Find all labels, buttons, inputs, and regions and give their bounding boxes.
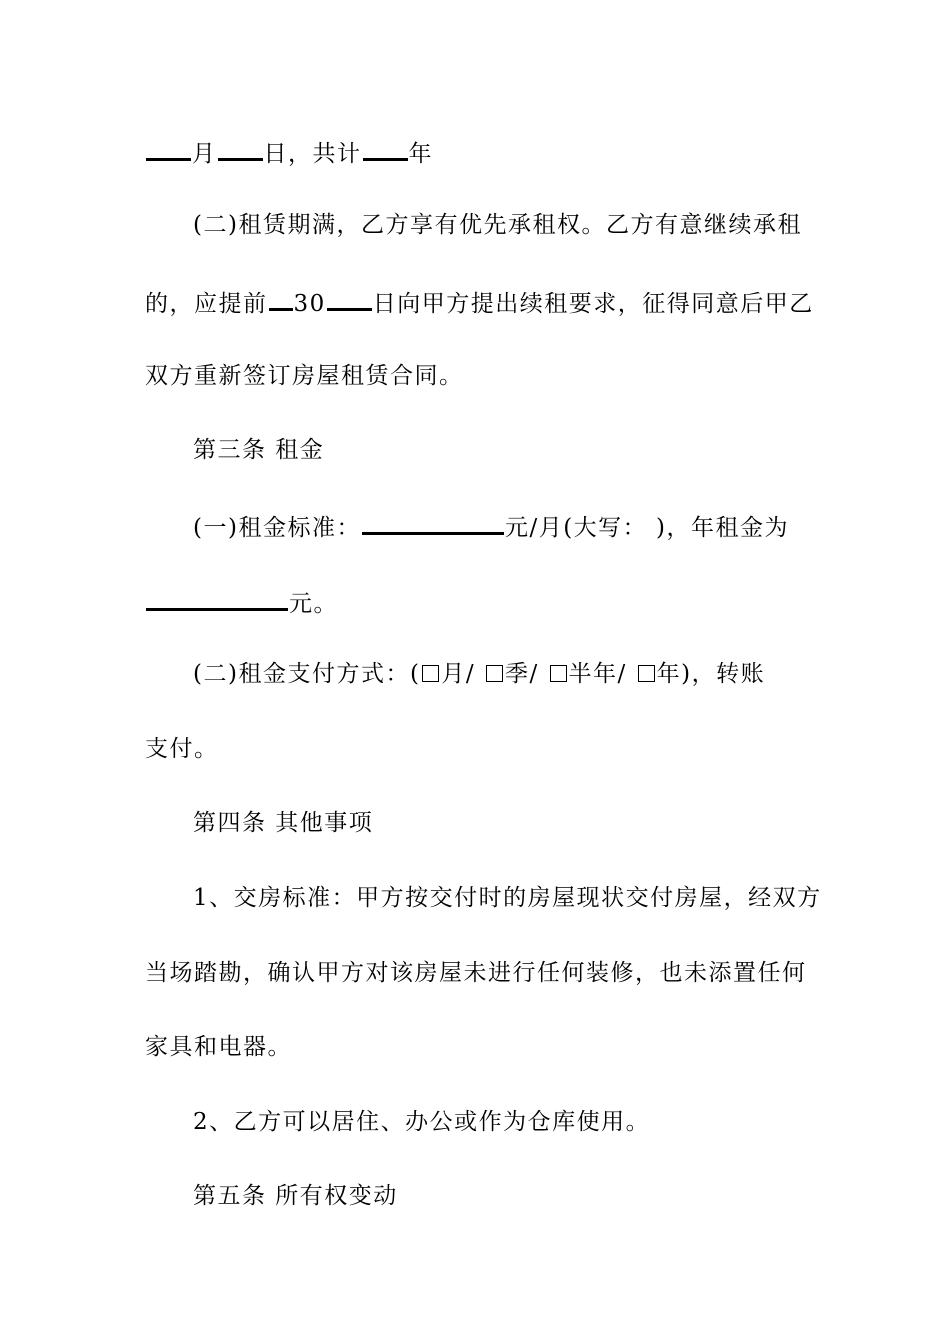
item1-line3: 家具和电器。 bbox=[145, 1034, 292, 1060]
blank-field bbox=[327, 286, 372, 311]
option-season-label: 季/ bbox=[504, 661, 548, 687]
text: 的，应提前 bbox=[145, 291, 268, 317]
text-year: 年 bbox=[408, 141, 433, 167]
text: 元/月(大写： )，年租金为 bbox=[504, 515, 789, 541]
blank-field bbox=[146, 586, 288, 611]
article3-heading: 第三条 租金 bbox=[193, 437, 325, 463]
rent-standard-line2 bbox=[145, 586, 815, 619]
text-day: 日，共计 bbox=[263, 141, 362, 167]
text: (二)租金支付方式：( bbox=[193, 661, 421, 687]
article4-heading: 第四条 其他事项 bbox=[193, 810, 374, 836]
renewal-paragraph-line1: (二)租赁期满，乙方享有优先承租权。乙方有意继续承租 bbox=[193, 212, 802, 238]
blank-field bbox=[269, 286, 293, 311]
item2-line: 2、乙方可以居住、办公或作为仓库使用。 bbox=[193, 1109, 651, 1135]
option-half-year-label: 半年/ bbox=[568, 661, 636, 687]
article5-heading: 第五条 所有权变动 bbox=[193, 1183, 398, 1209]
option-year-label: 年)，转账 bbox=[656, 661, 766, 687]
blank-field bbox=[362, 510, 504, 535]
renewal-paragraph-line2 bbox=[145, 286, 815, 319]
payment-method-line1 bbox=[193, 659, 863, 689]
text: 元。 bbox=[289, 591, 338, 617]
blank-field bbox=[146, 136, 191, 161]
checkbox-half-year[interactable] bbox=[550, 665, 567, 682]
days-value: 30 bbox=[293, 291, 326, 317]
text-month: 月 bbox=[192, 141, 217, 167]
checkbox-year[interactable] bbox=[638, 665, 655, 682]
checkbox-month[interactable] bbox=[422, 665, 439, 682]
option-month-label: 月/ bbox=[441, 661, 484, 687]
text: 日向甲方提出续租要求，征得同意后甲乙 bbox=[372, 291, 814, 317]
checkbox-season[interactable] bbox=[486, 665, 503, 682]
rent-standard-line1 bbox=[193, 510, 863, 543]
text: (一)租金标准： bbox=[193, 515, 361, 541]
payment-method-line2: 支付。 bbox=[145, 736, 219, 762]
item1-line1: 1、交房标准：甲方按交付时的房屋现状交付房屋，经双方 bbox=[193, 885, 822, 911]
renewal-paragraph-line3: 双方重新签订房屋租赁合同。 bbox=[145, 363, 464, 389]
item1-line2: 当场踏勘，确认甲方对该房屋未进行任何装修，也未添置任何 bbox=[145, 960, 807, 986]
blank-field bbox=[218, 136, 263, 161]
blank-field bbox=[363, 136, 408, 161]
term-line bbox=[145, 136, 815, 169]
